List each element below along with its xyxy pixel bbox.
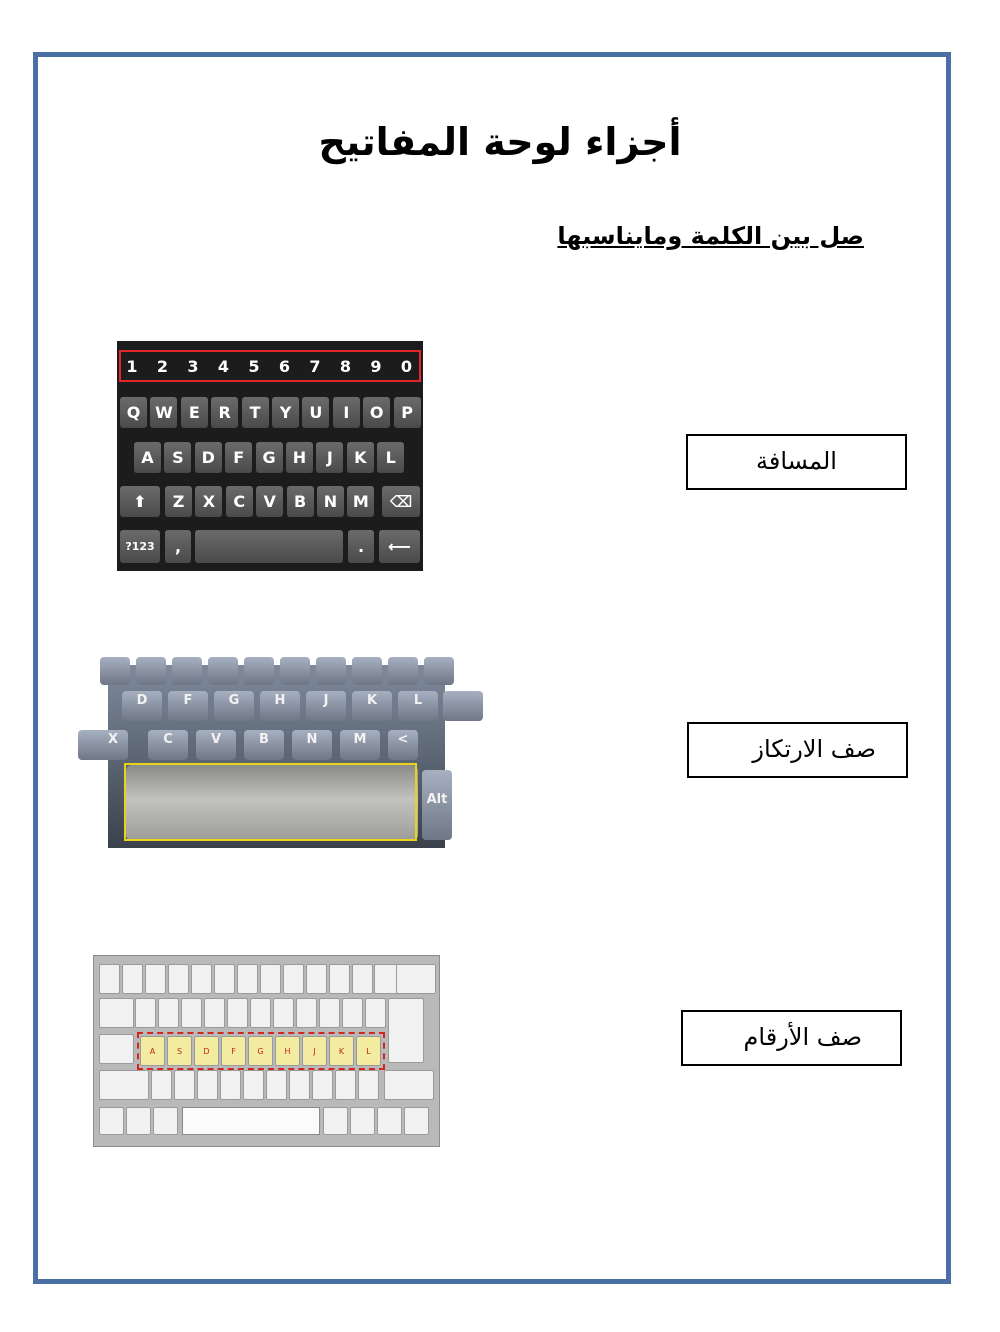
home-row-key: A: [140, 1036, 165, 1066]
page-title: أجزاء لوحة المفاتيح: [318, 120, 682, 164]
letter-key: X: [98, 730, 128, 760]
keyboard-key: [204, 998, 225, 1028]
keyboard-key: [296, 998, 317, 1028]
backspace-key: [396, 964, 436, 994]
letter-key: W: [150, 397, 177, 428]
keyboard-key: [181, 998, 202, 1028]
letter-key: K: [352, 691, 392, 721]
keyboard-key: [374, 964, 398, 994]
letter-key: C: [148, 730, 188, 760]
shift-key: ⬆: [120, 486, 160, 517]
shift-key: [99, 1070, 149, 1100]
home-row-key: S: [167, 1036, 192, 1066]
keyboard-key: [273, 998, 294, 1028]
modifier-key: [99, 1107, 124, 1135]
laptop-keyboard-image: [107, 665, 448, 848]
mode-key: ?123: [120, 530, 160, 563]
home-row-key: G: [248, 1036, 273, 1066]
keyboard-key: [99, 964, 120, 994]
number-key: 7: [309, 357, 321, 376]
enter-key: ⟵: [379, 530, 420, 563]
home-row-key: L: [356, 1036, 381, 1066]
letter-key: J: [316, 442, 343, 473]
keyboard-key: [365, 998, 386, 1028]
keyboard-key: [197, 1070, 218, 1100]
keyboard-key: <: [388, 730, 418, 760]
letter-key: U: [302, 397, 329, 428]
space-bar-highlight: [124, 763, 417, 841]
number-key: 9: [370, 357, 382, 376]
keyboard-key: [158, 998, 179, 1028]
keyboard-key: [352, 964, 373, 994]
letter-key: J: [306, 691, 346, 721]
number-key: 8: [339, 357, 352, 376]
letter-key: Y: [272, 397, 299, 428]
keyboard-key: [220, 1070, 241, 1100]
label-number-row-text: صف الأرقام: [743, 1023, 862, 1051]
letter-key: A: [134, 442, 161, 473]
keyboard-key: [168, 964, 189, 994]
keyboard-key: [335, 1070, 356, 1100]
keyboard-key: [227, 998, 248, 1028]
phone-keyboard-image: [117, 341, 423, 571]
keyboard-key: [388, 657, 418, 685]
keyboard-key: [174, 1070, 195, 1100]
label-space[interactable]: [686, 434, 907, 490]
keyboard-key: [100, 657, 130, 685]
letter-key: G: [214, 691, 254, 721]
home-row-highlight: [137, 1032, 385, 1070]
modifier-key: [323, 1107, 348, 1135]
keyboard-key: [237, 964, 258, 994]
tab-key: [99, 998, 134, 1028]
letter-key: I: [333, 397, 360, 428]
keyboard-key: [136, 657, 166, 685]
letter-key: B: [287, 486, 314, 517]
keyboard-key: [260, 964, 281, 994]
keyboard-key: [266, 1070, 287, 1100]
letter-key: F: [168, 691, 208, 721]
home-row-key: K: [329, 1036, 354, 1066]
label-home-row-text: صف الارتكاز: [752, 735, 876, 763]
period-key: .: [348, 530, 374, 563]
keyboard-key: [316, 657, 346, 685]
keyboard-key: [172, 657, 202, 685]
home-row-key: D: [194, 1036, 219, 1066]
letter-key: P: [394, 397, 421, 428]
letter-key: D: [122, 691, 162, 721]
keyboard-key: [280, 657, 310, 685]
keyboard-key: [122, 964, 143, 994]
keyboard-key: [191, 964, 212, 994]
label-number-row[interactable]: [681, 1010, 902, 1066]
enter-key: [388, 998, 424, 1063]
home-row-key: J: [302, 1036, 327, 1066]
letter-key: N: [317, 486, 344, 517]
keyboard-key: [250, 998, 271, 1028]
arabic-keyboard-image: [93, 955, 440, 1147]
space-key: [195, 530, 343, 563]
letter-key: F: [225, 442, 252, 473]
keyboard-key: [283, 964, 304, 994]
letter-key: R: [211, 397, 238, 428]
letter-key: M: [347, 486, 374, 517]
letter-key: O: [363, 397, 390, 428]
number-key: 4: [217, 357, 230, 376]
keyboard-key: [306, 964, 327, 994]
letter-key: T: [242, 397, 269, 428]
letter-key: L: [398, 691, 438, 721]
home-row-key: H: [275, 1036, 300, 1066]
keyboard-key: [358, 1070, 379, 1100]
keyboard-key: [289, 1070, 310, 1100]
shift-key: [384, 1070, 434, 1100]
label-space-text: المسافة: [756, 447, 837, 475]
letter-key: L: [377, 442, 404, 473]
letter-key: Q: [120, 397, 147, 428]
number-key: 0: [400, 357, 413, 376]
backspace-key: ⌫: [382, 486, 420, 517]
modifier-key: [153, 1107, 178, 1135]
letter-key: D: [195, 442, 222, 473]
letter-key: H: [260, 691, 300, 721]
caps-key: [99, 1034, 134, 1064]
keyboard-key: [342, 998, 363, 1028]
alt-key: Alt: [422, 770, 452, 840]
keyboard-key: [319, 998, 340, 1028]
keyboard-key: [312, 1070, 333, 1100]
keyboard-key: [443, 691, 483, 721]
keyboard-key: [243, 1070, 264, 1100]
letter-key: C: [226, 486, 253, 517]
home-row-key: F: [221, 1036, 246, 1066]
keyboard-key: [151, 1070, 172, 1100]
letter-key: H: [286, 442, 313, 473]
letter-key: B: [244, 730, 284, 760]
letter-key: X: [195, 486, 222, 517]
number-key: 3: [187, 357, 199, 376]
instruction-text: صل بين الكلمة ومايناسبها: [557, 222, 864, 250]
modifier-key: [404, 1107, 429, 1135]
letter-key: V: [256, 486, 283, 517]
keyboard-key: [145, 964, 166, 994]
number-key: 1: [126, 357, 138, 376]
letter-key: E: [181, 397, 208, 428]
keyboard-key: [214, 964, 235, 994]
number-key: 6: [278, 357, 291, 376]
keyboard-key: [352, 657, 382, 685]
letter-key: G: [256, 442, 283, 473]
letter-key: V: [196, 730, 236, 760]
modifier-key: [377, 1107, 402, 1135]
keyboard-key: [329, 964, 350, 994]
number-key: 2: [156, 357, 169, 376]
keyboard-key: [208, 657, 238, 685]
number-key: 5: [248, 357, 260, 376]
modifier-key: [350, 1107, 375, 1135]
keyboard-key: [135, 998, 156, 1028]
letter-key: S: [164, 442, 191, 473]
keyboard-key: [424, 657, 454, 685]
letter-key: K: [347, 442, 374, 473]
label-home-row[interactable]: [687, 722, 908, 778]
letter-key: Z: [165, 486, 192, 517]
keyboard-key: [244, 657, 274, 685]
letter-key: N: [292, 730, 332, 760]
modifier-key: [126, 1107, 151, 1135]
space-bar: [182, 1107, 320, 1135]
comma-key: ,: [165, 530, 191, 563]
letter-key: M: [340, 730, 380, 760]
